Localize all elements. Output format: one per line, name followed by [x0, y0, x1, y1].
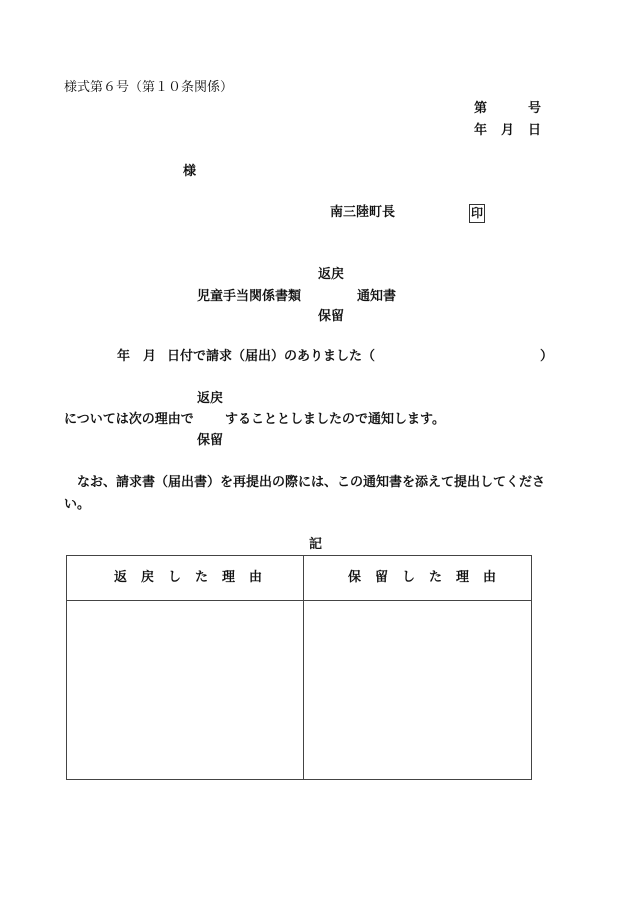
date-month: 月 [501, 123, 515, 138]
title-option-return: 返戻 [318, 267, 345, 282]
title-option-hold: 保留 [318, 309, 345, 324]
body-line1-close: ） [540, 349, 554, 364]
title-suffix: 通知書 [357, 289, 397, 304]
body-year: 年 [117, 349, 131, 364]
document-title: 児童手当関係書類 [197, 289, 302, 304]
reasons-table [66, 555, 532, 780]
body-line2-end: することとしましたので通知します。 [225, 412, 445, 427]
addressee-suffix: 様 [183, 164, 197, 179]
number-prefix: 第 [474, 101, 488, 116]
note-line1: なお、請求書（届出書）を再提出の際には、この通知書を添えて提出してくださ [77, 475, 546, 490]
seal-mark: 印 [469, 204, 485, 223]
body-line2-start: については次の理由で [64, 412, 194, 427]
header-hold-reason: 保留した理由 [347, 570, 510, 585]
body-line1: 日付で請求（届出）のありました（ [167, 349, 376, 364]
body-option-return: 返戻 [197, 391, 224, 406]
body-month: 月 [143, 349, 157, 364]
hold-reason-cell[interactable] [304, 601, 531, 779]
form-label: 様式第６号（第１０条関係） [64, 80, 234, 95]
note-line2: い。 [64, 497, 91, 512]
date-day: 日 [528, 123, 542, 138]
return-reason-cell[interactable] [67, 601, 303, 779]
header-return-reason: 返戻した理由 [113, 570, 276, 585]
date-year: 年 [474, 123, 488, 138]
number-suffix: 号 [528, 101, 542, 116]
issuer: 南三陸町長 [330, 205, 396, 220]
ki-heading: 記 [309, 537, 323, 552]
body-option-hold: 保留 [197, 433, 224, 448]
